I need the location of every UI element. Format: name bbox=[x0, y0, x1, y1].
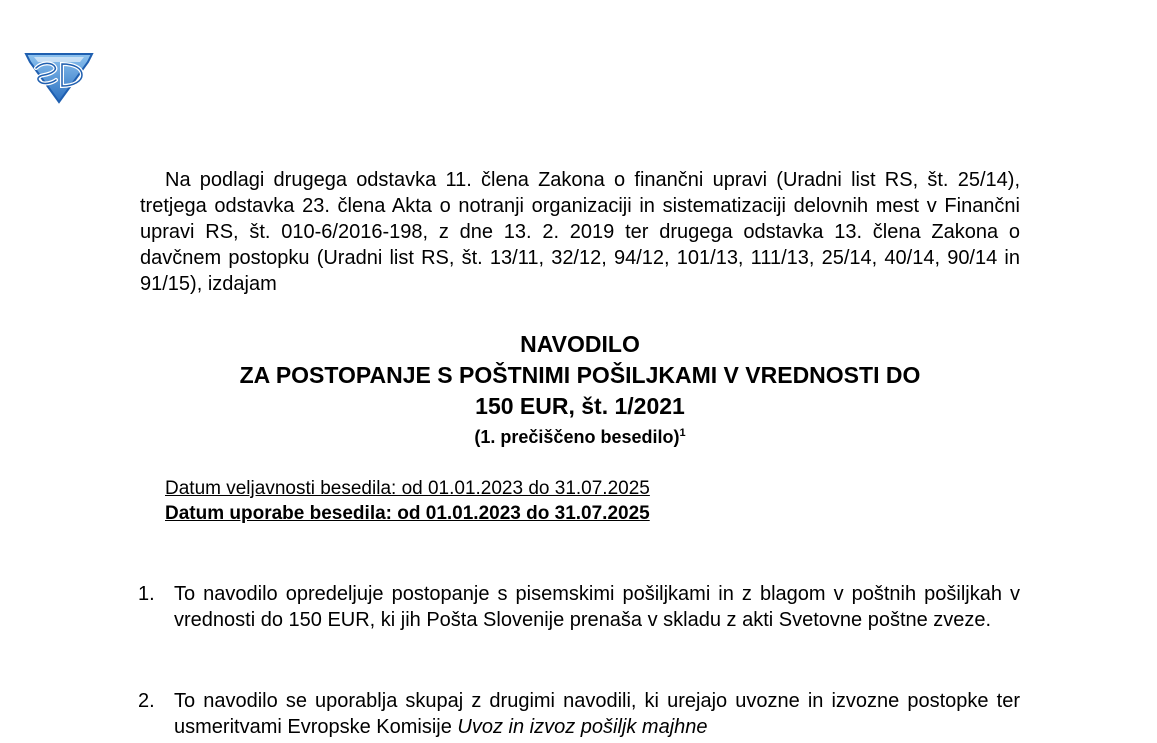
list-item-text: To navodilo opredeljuje postopanje s pisemskimi pošiljkami in z blagom v poštnih pošiljkah v vrednosti do 150 EUR, ki jih Pošta Slovenije prenaša v skladu z akti Svetovne poštne zveze. bbox=[174, 583, 1020, 631]
title-line-3: 150 EUR, št. 1/2021 bbox=[475, 393, 685, 419]
fu-logo-icon bbox=[22, 48, 96, 104]
intro-paragraph: Na podlagi drugega odstavka 11. člena Zakona o finančni upravi (Uradni list RS, št. 25/14), tretjega odstavka 23. člena Akta o notranji organizaciji in sistematizaciji delovnih mest v Finančni upravi RS, št. 010-6/2016-198, z dne 13. 2. 2019 ter drugega odstavka 13. člena Zakona o davčnem postopku (Uradni list RS, št. 13/11, 32/12, 94/12, 101/13, 111/13, 25/14, 40/14, 90/14 in 91/15), izdajam bbox=[140, 169, 1020, 295]
list-item-text bbox=[174, 688, 1020, 740]
validity-dates bbox=[165, 476, 650, 526]
list-item-number: 2. bbox=[138, 690, 155, 712]
usage-date-line: Datum uporabe besedila: od 01.01.2023 do 31.07.2025 bbox=[165, 503, 650, 524]
document-title bbox=[140, 329, 1020, 450]
title-line-2: ZA POSTOPANJE S POŠTNIMI POŠILJKAMI V VREDNOSTI DO bbox=[239, 362, 921, 388]
list-item bbox=[138, 688, 1020, 740]
fu-logo bbox=[22, 48, 96, 104]
subtitle-text: (1. prečiščeno besedilo) bbox=[474, 427, 680, 447]
title-line-1: NAVODILO bbox=[520, 331, 640, 357]
list-item-text-plain: To navodilo se uporablja skupaj z drugimi navodili, ki urejajo uvozne in izvozne postopke ter usmeritvami Evropske Komisije bbox=[174, 690, 1020, 738]
list-item bbox=[138, 581, 1020, 633]
list-item-text-italic: Uvoz in izvoz pošiljk majhne bbox=[457, 716, 708, 738]
list-item-number: 1. bbox=[138, 583, 155, 605]
title-subtitle bbox=[140, 424, 1020, 450]
validity-date-line: Datum veljavnosti besedila: od 01.01.2023 do 31.07.2025 bbox=[165, 478, 650, 499]
footnote-reference[interactable]: 1 bbox=[679, 427, 686, 439]
